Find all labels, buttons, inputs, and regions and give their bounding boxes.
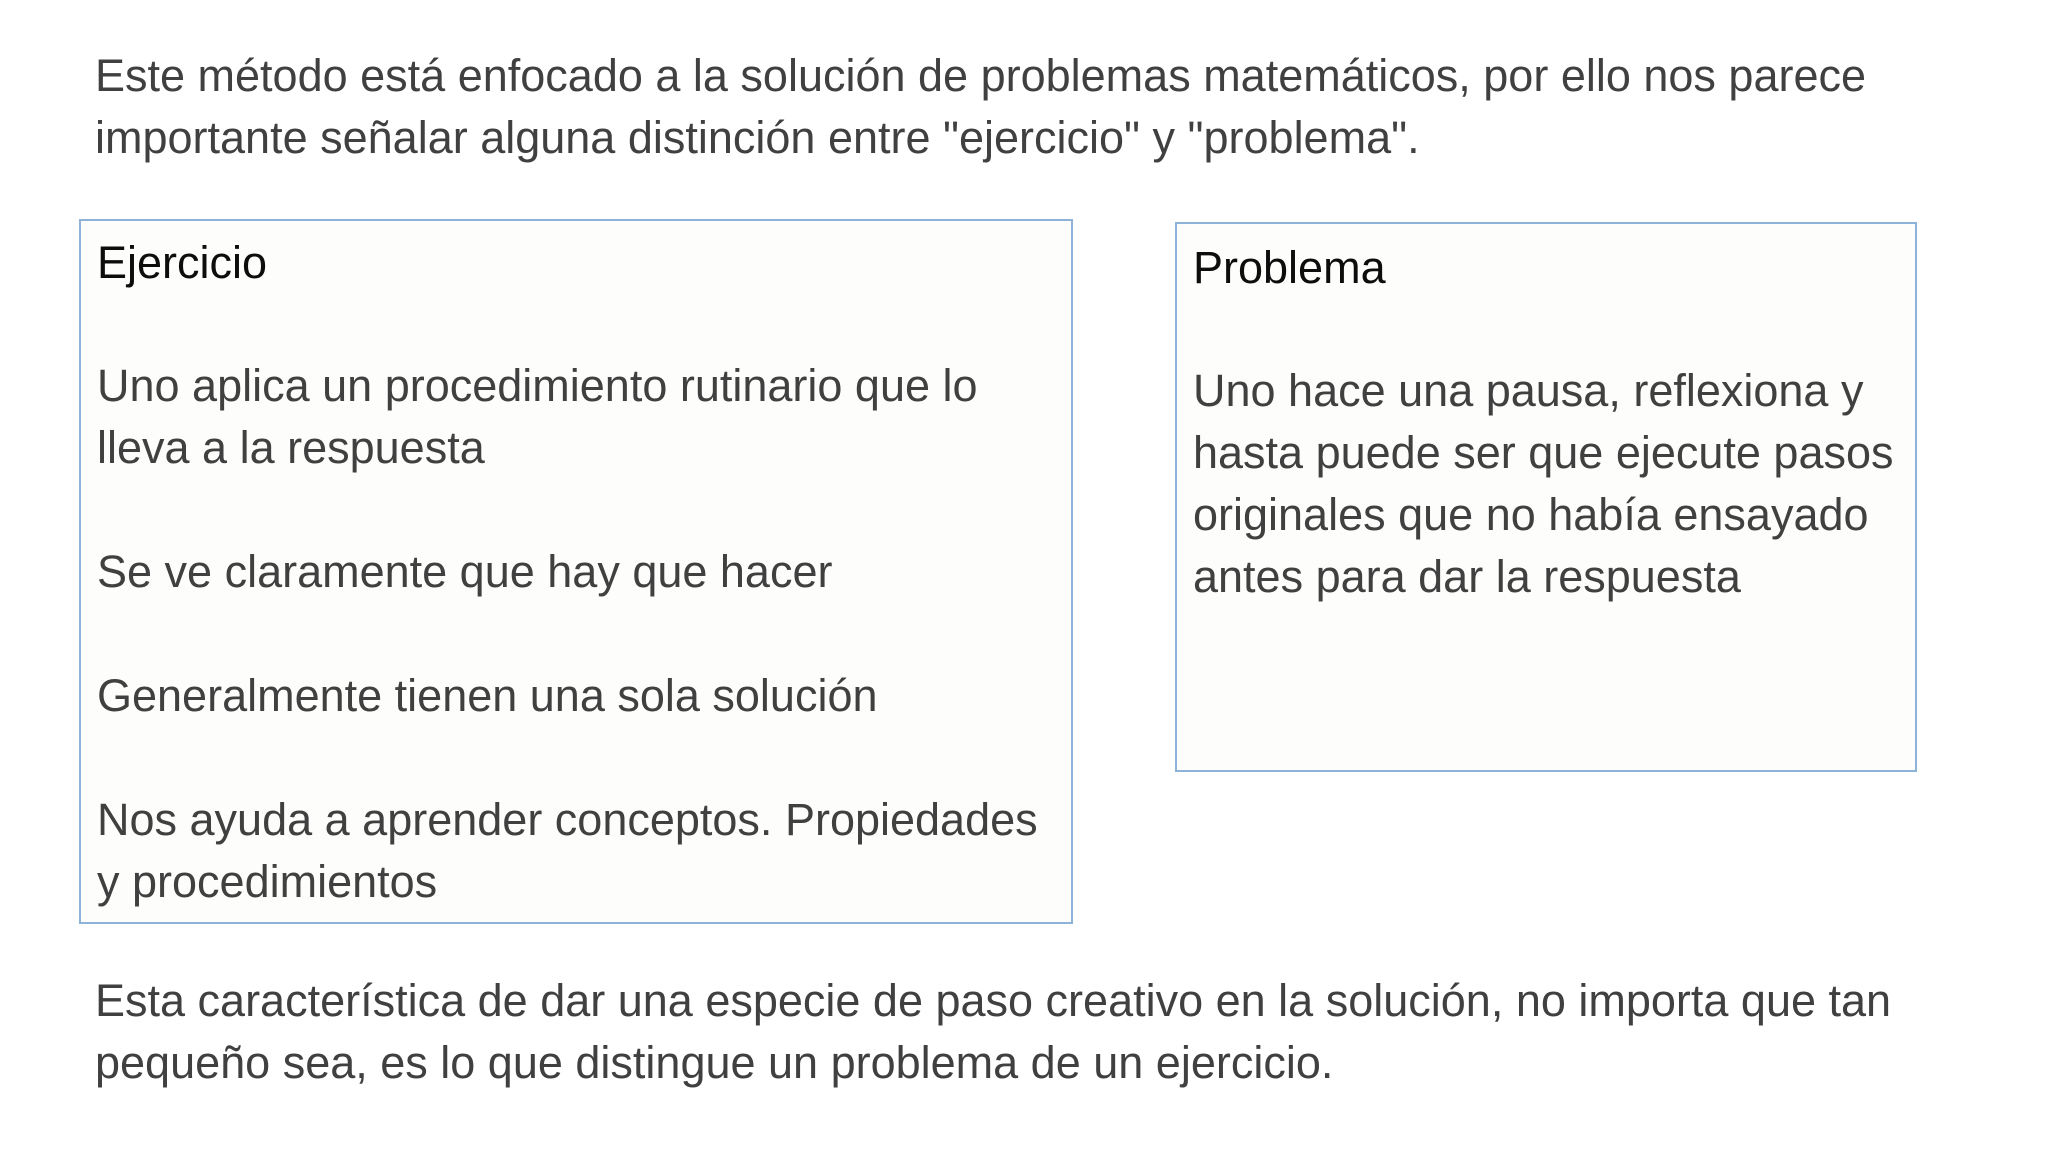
ejercicio-box	[79, 219, 1073, 924]
outro-paragraph: Esta característica de dar una especie de paso creativo en la solución, no importa que tan pequeño sea, es lo que distingue un problema de un ejercicio.	[95, 975, 1892, 1088]
problema-title: Problema	[1193, 242, 1386, 293]
problema-box	[1175, 222, 1917, 772]
ejercicio-item: Se ve claramente que hay que hacer	[97, 546, 833, 597]
ejercicio-title: Ejercicio	[97, 237, 268, 288]
ejercicio-item: Nos ayuda a aprender conceptos. Propiedades y procedimientos	[97, 794, 1038, 907]
ejercicio-item: Generalmente tienen una sola solución	[97, 670, 878, 721]
intro-paragraph: Este método está enfocado a la solución de problemas matemáticos, por ello nos parece importante señalar alguna distinción entre "ejercicio" y "problema".	[95, 50, 1867, 163]
ejercicio-item: Uno aplica un procedimiento rutinario que lo lleva a la respuesta	[97, 360, 978, 473]
problema-text: Uno hace una pausa, reflexiona y hasta puede ser que ejecute pasos originales que no había ensayado antes para dar la respuesta	[1193, 365, 1894, 602]
